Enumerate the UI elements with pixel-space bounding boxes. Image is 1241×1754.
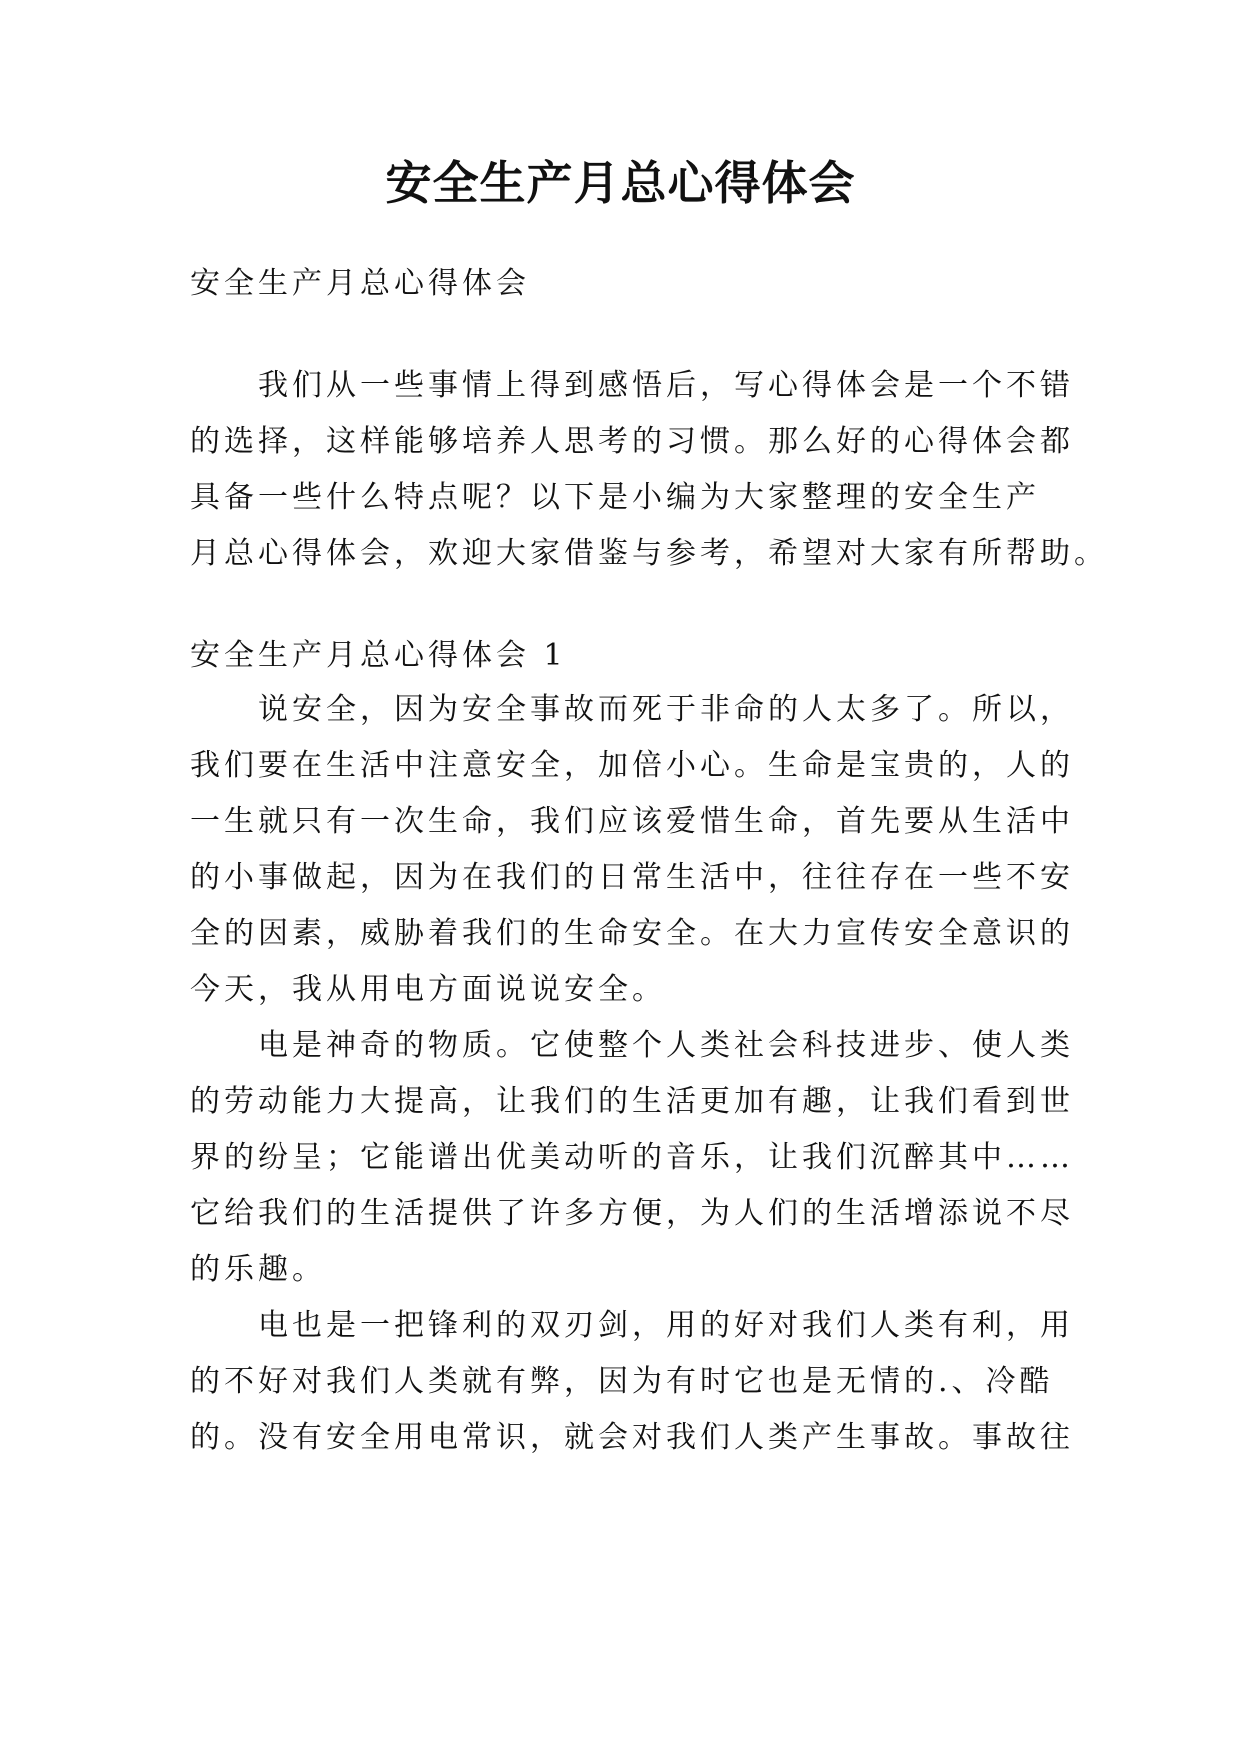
paragraph-line: 的小事做起，因为在我们的日常生活中，往往存在一些不安 bbox=[190, 860, 1074, 895]
section-heading: 安全生产月总心得体会 1 bbox=[190, 638, 567, 673]
intro-line: 的选择，这样能够培养人思考的习惯。那么好的心得体会都 bbox=[190, 424, 1074, 459]
paragraph-line: 的乐趣。 bbox=[190, 1252, 326, 1287]
paragraph-line: 的劳动能力大提高，让我们的生活更加有趣，让我们看到世 bbox=[190, 1084, 1074, 1119]
document-title: 安全生产月总心得体会 bbox=[385, 156, 856, 210]
intro-line: 具备一些什么特点呢？以下是小编为大家整理的安全生产 bbox=[190, 480, 1040, 515]
paragraph-line: 说安全，因为安全事故而死于非命的人太多了。所以， bbox=[258, 692, 1074, 727]
document-subtitle: 安全生产月总心得体会 bbox=[190, 266, 530, 301]
paragraph-line: 全的因素，威胁着我们的生命安全。在大力宣传安全意识的 bbox=[190, 916, 1074, 951]
intro-line: 月总心得体会，欢迎大家借鉴与参考，希望对大家有所帮助。 bbox=[190, 536, 1108, 571]
paragraph-line: 一生就只有一次生命，我们应该爱惜生命，首先要从生活中 bbox=[190, 804, 1074, 839]
paragraph-line: 电是神奇的物质。它使整个人类社会科技进步、使人类 bbox=[258, 1028, 1074, 1063]
intro-line: 我们从一些事情上得到感悟后，写心得体会是一个不错 bbox=[258, 368, 1074, 403]
paragraph-line: 电也是一把锋利的双刃剑，用的好对我们人类有利，用 bbox=[258, 1308, 1074, 1343]
paragraph-line: 它给我们的生活提供了许多方便，为人们的生活增添说不尽 bbox=[190, 1196, 1074, 1231]
paragraph-line: 的。没有安全用电常识，就会对我们人类产生事故。事故往 bbox=[190, 1420, 1074, 1455]
paragraph-line: 的不好对我们人类就有弊，因为有时它也是无情的.、冷酷 bbox=[190, 1364, 1054, 1399]
paragraph-line: 今天，我从用电方面说说安全。 bbox=[190, 972, 666, 1007]
paragraph-line: 界的纷呈；它能谱出优美动听的音乐，让我们沉醉其中…… bbox=[190, 1140, 1074, 1175]
paragraph-line: 我们要在生活中注意安全，加倍小心。生命是宝贵的，人的 bbox=[190, 748, 1074, 783]
